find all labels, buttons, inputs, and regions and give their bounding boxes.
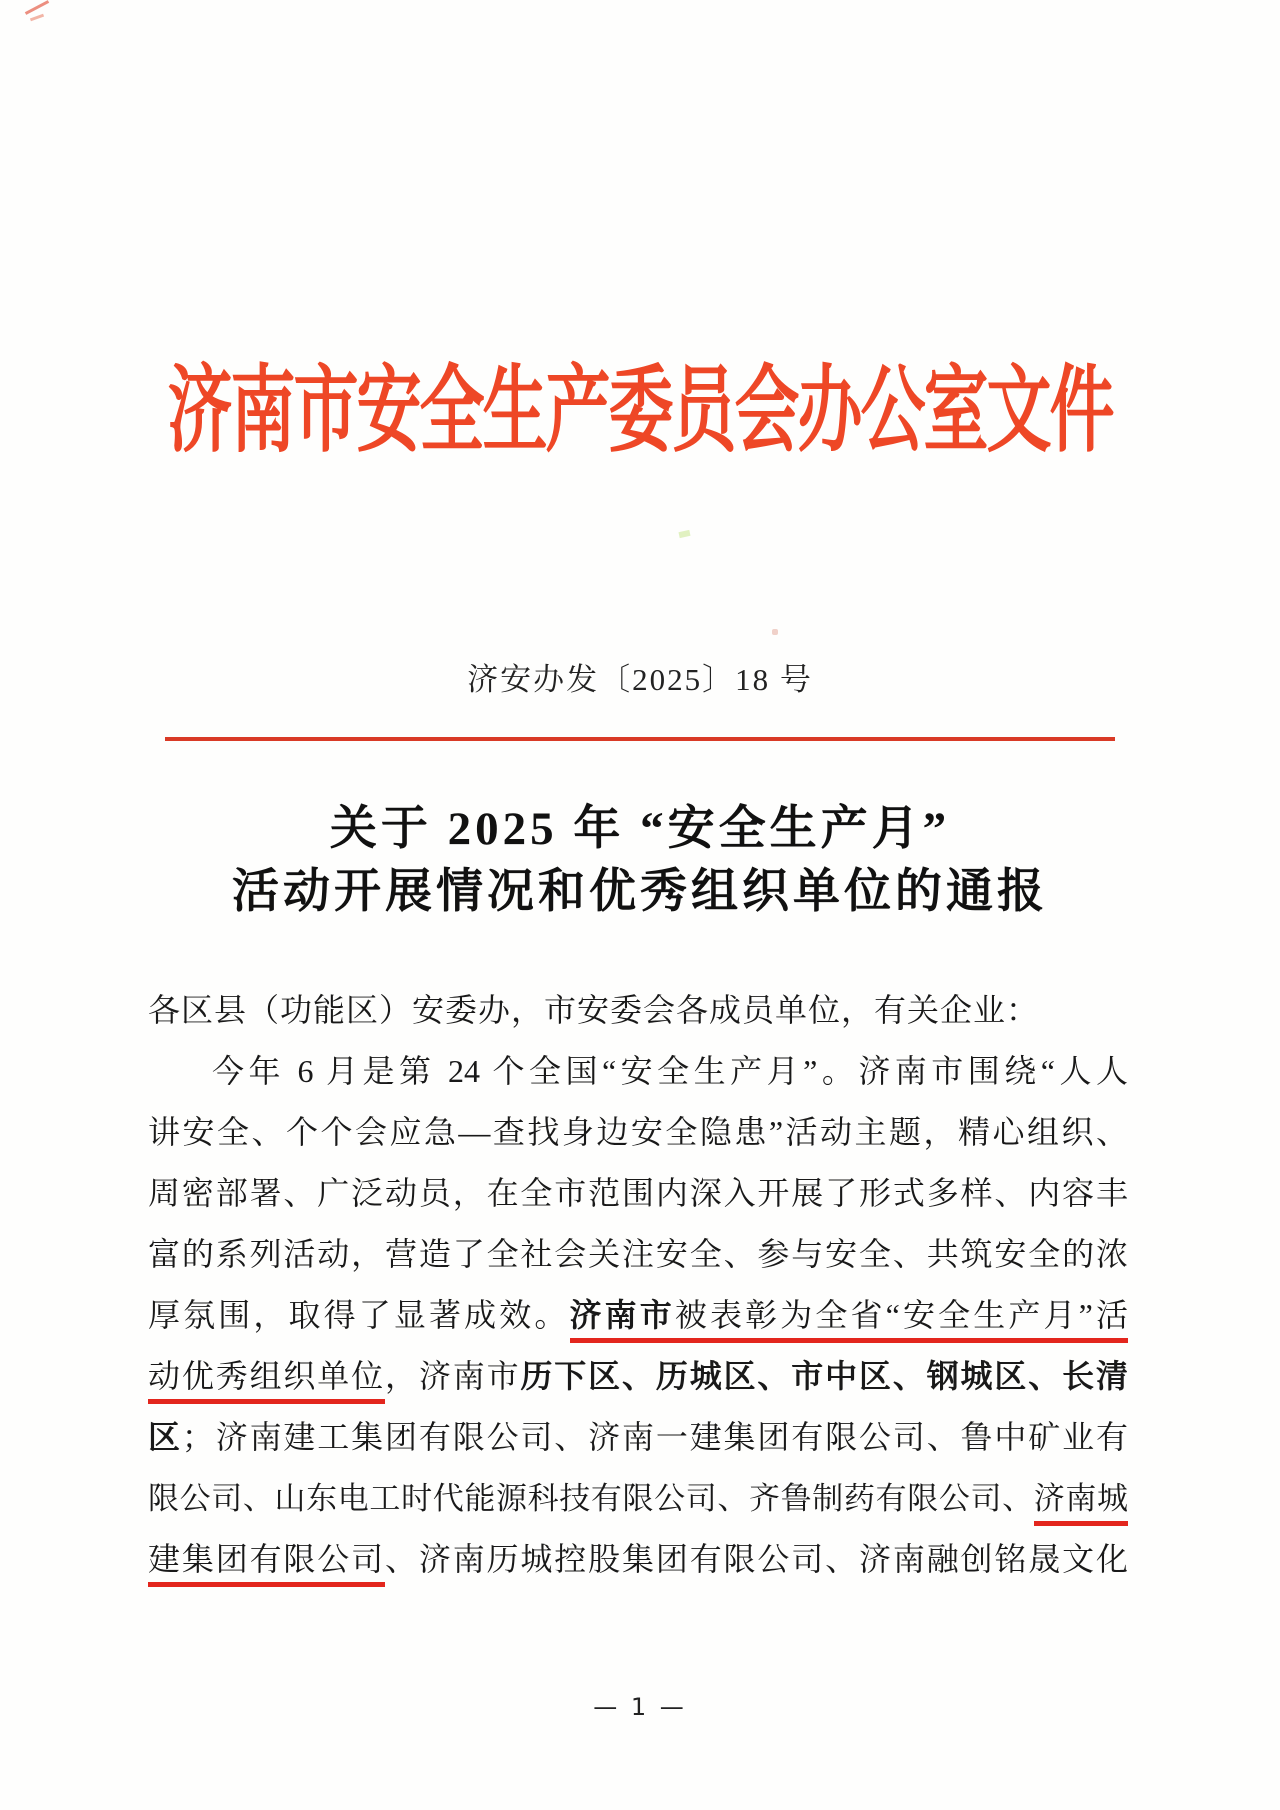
red-underlined-text: 动优秀组织单位 <box>148 1358 385 1404</box>
document-body <box>148 980 1128 1590</box>
body-text: 限公司、山东电工时代能源科技有限公司、齐鲁制药有限公司、 <box>148 1481 1034 1516</box>
scan-artifact <box>678 530 690 538</box>
body-line-5 <box>148 1285 1128 1346</box>
body-line-8 <box>148 1468 1128 1529</box>
body-line-9 <box>148 1529 1128 1590</box>
body-line-1: 今年 6 月是第 24 个全国“安全生产月”。济南市围绕“人人 <box>212 1053 1128 1089</box>
body-text: ；济南建工集团有限公司、济南一建集团有限公司、鲁中矿业有 <box>181 1419 1128 1455</box>
body-line-7 <box>148 1407 1128 1468</box>
page-number: — 1 — <box>593 1693 687 1721</box>
salutation-line: 各区县（功能区）安委办，市安委会各成员单位，有关企业： <box>148 992 1040 1028</box>
body-line-6 <box>148 1346 1128 1407</box>
body-text: ，济南市 <box>385 1358 521 1394</box>
bold-text: 区 <box>148 1419 182 1455</box>
red-underlined-text: 济南城 <box>1034 1481 1128 1526</box>
red-separator-line <box>165 737 1115 741</box>
org-title: 济南市安全生产委员会办公室文件 <box>167 359 1113 465</box>
highlighted-bold-text: 济南市 <box>570 1297 675 1343</box>
doc-number: 济安办发〔2025〕18 号 <box>467 662 813 697</box>
body-line-4: 富的系列活动，营造了全社会关注安全、参与安全、共筑安全的浓 <box>148 1236 1128 1272</box>
document-title-line2: 活动开展情况和优秀组织单位的通报 <box>232 866 1048 918</box>
red-header <box>0 352 1280 489</box>
scan-artifact <box>25 0 49 15</box>
body-text: 、济南历城控股集团有限公司、济南融创铭晟文化 <box>385 1541 1128 1577</box>
red-underlined-text: 建集团有限公司 <box>148 1541 385 1587</box>
scan-artifact <box>772 629 778 635</box>
scan-artifact <box>30 14 44 22</box>
body-text: 厚氛围，取得了显著成效。 <box>148 1297 570 1333</box>
document-title-line1: 关于 2025 年 “安全生产月” <box>329 803 951 855</box>
body-line-2: 讲安全、个个会应急—查找身边安全隐患”活动主题，精心组织、 <box>148 1114 1128 1150</box>
body-line-3: 周密部署、广泛动员，在全市范围内深入开展了形式多样、内容丰 <box>148 1175 1128 1211</box>
red-underlined-text: 被表彰为全省“安全生产月”活 <box>675 1297 1128 1343</box>
document-title <box>0 798 1280 924</box>
bold-district-list: 历下区、历城区、市中区、钢城区、长清 <box>520 1358 1128 1394</box>
